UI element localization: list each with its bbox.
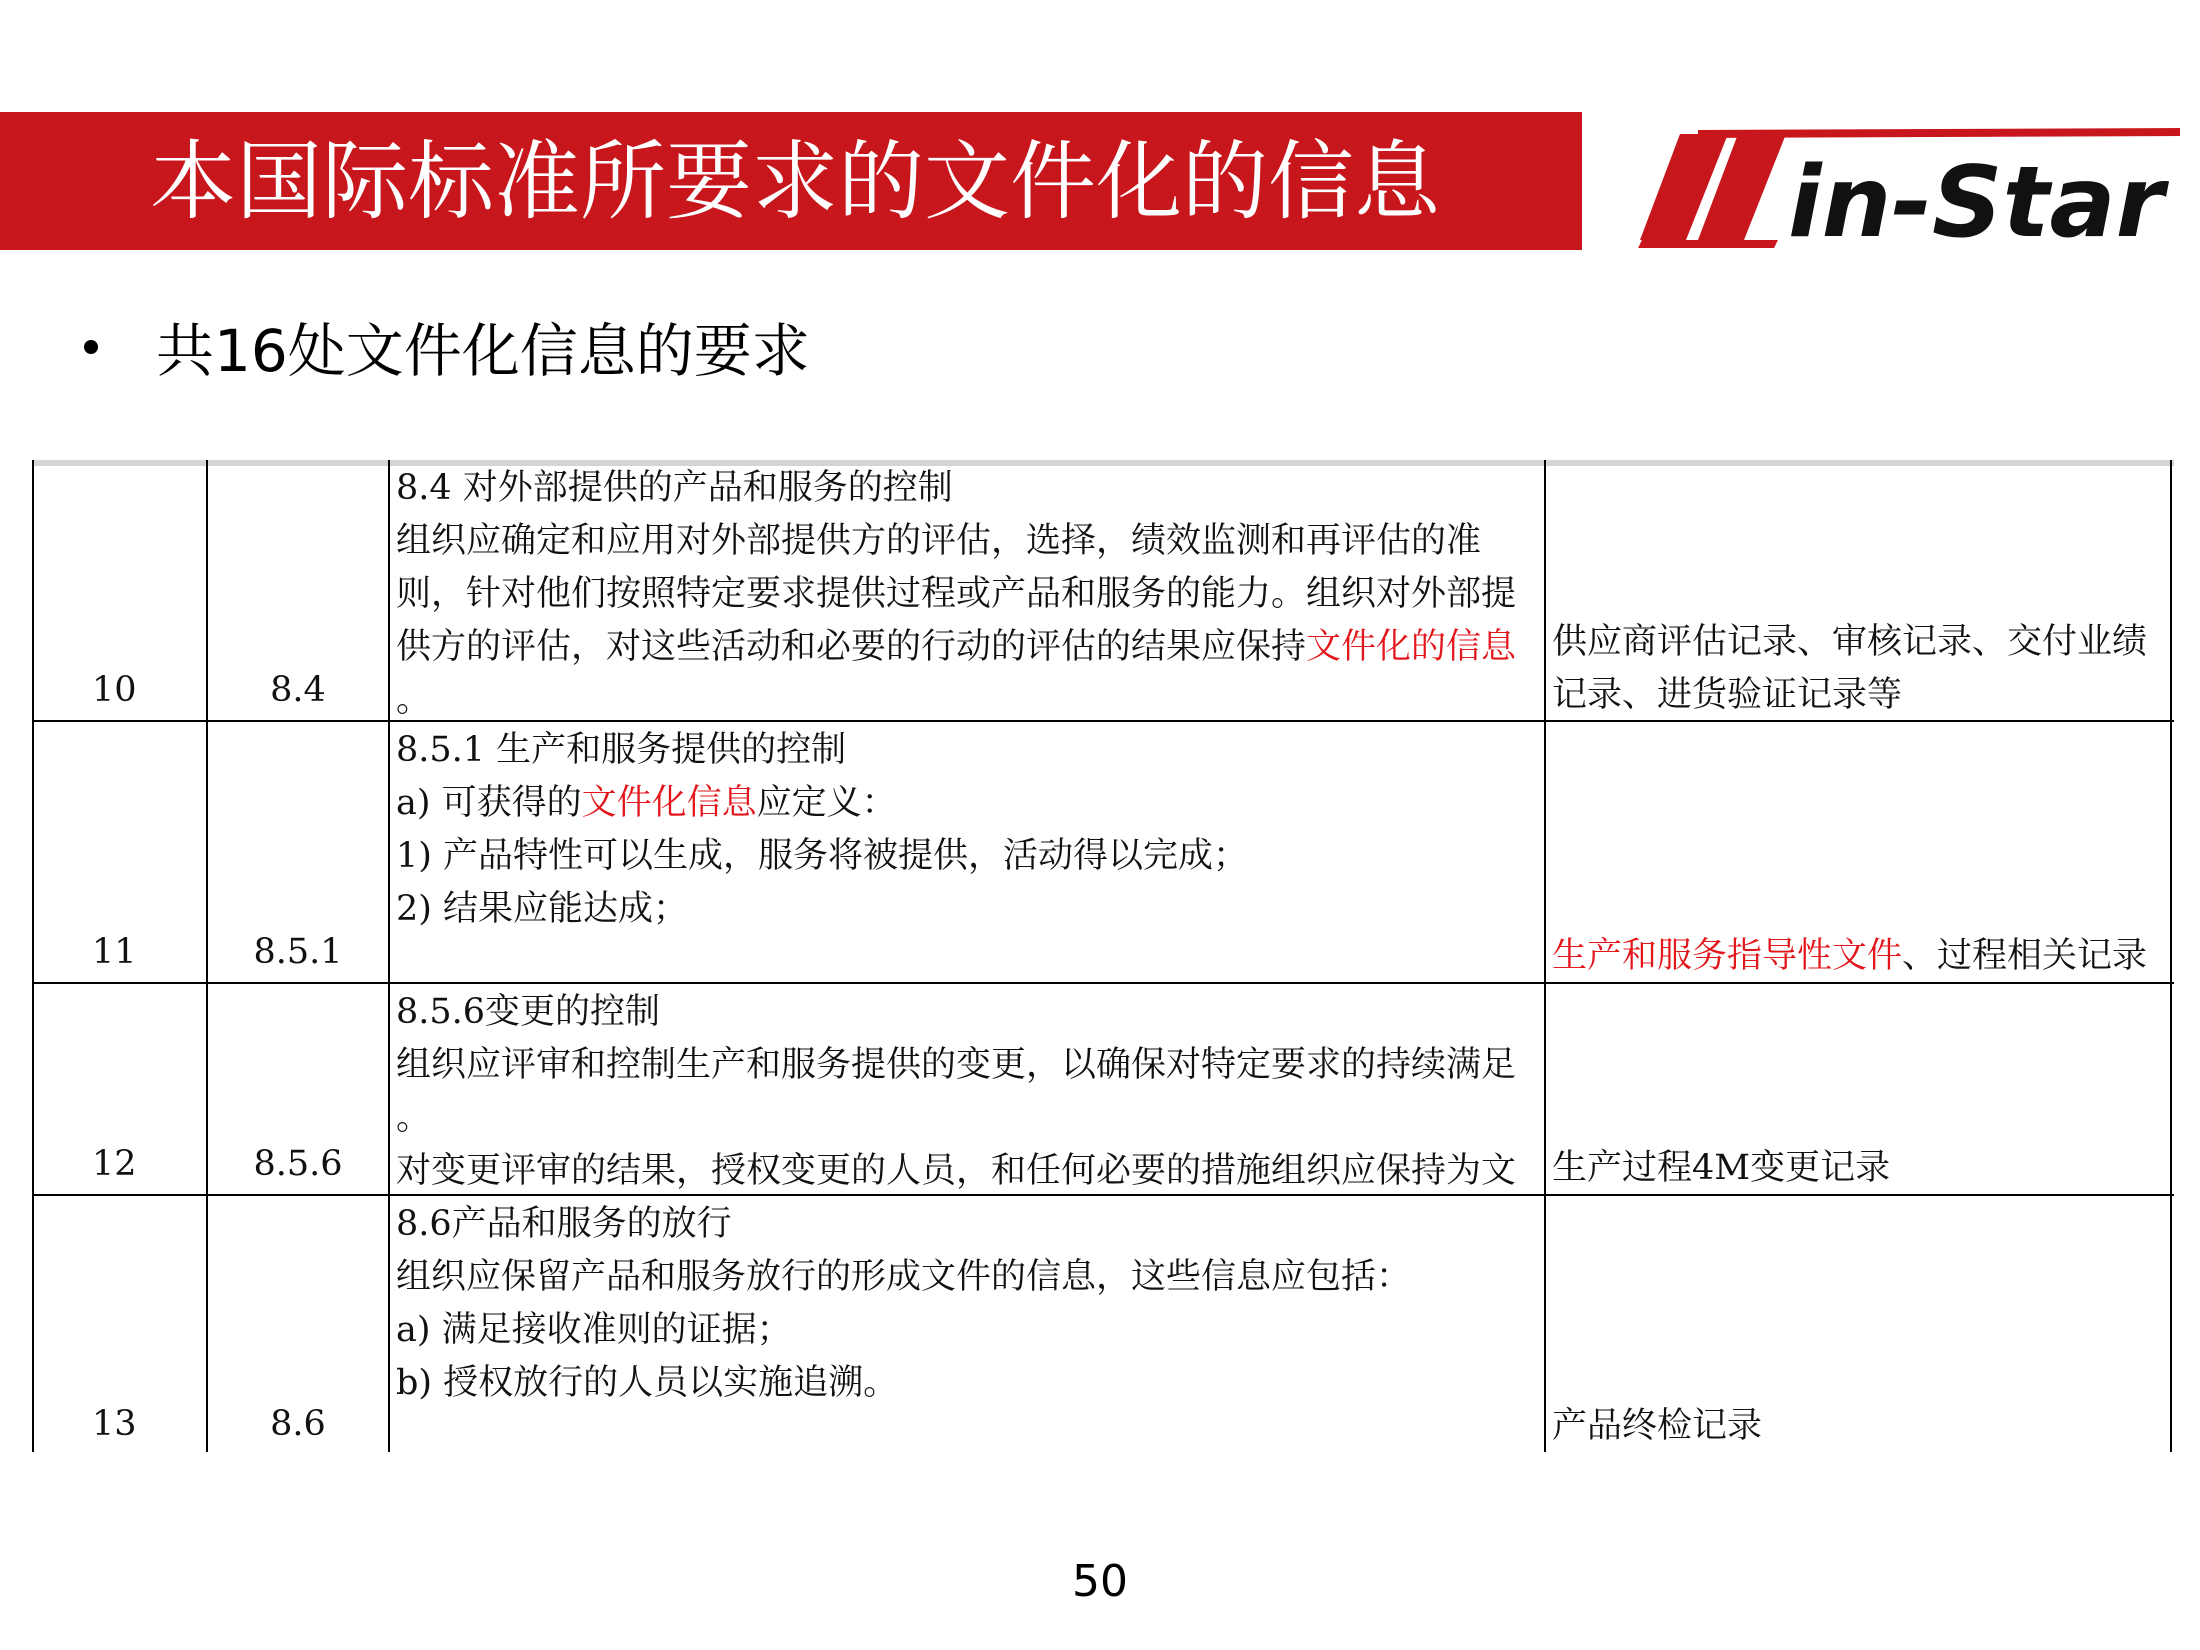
highlight-text: 生产和服务指导性文件 [1552, 936, 1903, 976]
row-number: 11 [92, 932, 137, 972]
highlight-text: 文件化信息 [581, 783, 757, 823]
bullet-dot [84, 340, 98, 354]
table-vline [1544, 460, 1546, 1452]
svg-text:in-Star: in-Star [1788, 146, 2164, 252]
requirement-text: 8.6产品和服务的放行 组织应保留产品和服务放行的形成文件的信息，这些信息应包括： a) 满足接收准则的证据； b) 授权放行的人员以实施追溯。 [396, 1204, 1412, 1403]
table-vline [32, 460, 34, 1452]
clause-number: 8.5.6 [253, 1144, 343, 1184]
documented-info-table [32, 460, 2174, 1452]
record-text: 产品终检记录 [1552, 1406, 1763, 1446]
win-star-logo [1628, 112, 2188, 252]
requirement-text: 8.4 对外部提供的产品和服务的控制 组织应确定和应用对外部提供方的评估，选择，绩效监测和再评估的准 则，针对他们按照特定要求提供过程或产品和服务的能力。组织对外部提 供方的评估，对这些活动和必要的行动的评估的结果应保持文件化的信息 。 [396, 468, 1517, 720]
record-text: 生产过程4M变更记录 [1552, 1148, 1891, 1188]
highlight-text: 文件化的信息 [1306, 627, 1517, 667]
slide-title: 本国际标准所要求的文件化的信息 [150, 132, 1440, 232]
clause-number: 8.6 [270, 1404, 326, 1444]
table-vline [388, 460, 390, 1452]
clause-number: 8.4 [270, 670, 326, 710]
page-number: 50 [1072, 1556, 1128, 1607]
requirement-text: 8.5.1 生产和服务提供的控制 a) 可获得的文件化信息应定义： 1) 产品特性可以生成，服务将被提供，活动得以完成； 2) 结果应能达成； [396, 730, 1249, 929]
requirement-text: 8.5.6变更的控制 组织应评审和控制生产和服务提供的变更，以确保对特定要求的持续满足 。 对变更评审的结果，授权变更的人员，和任何必要的措施组织应保持为文 [396, 992, 1517, 1191]
bullet-text: 共16处文件化信息的要求 [156, 317, 810, 385]
row-number: 10 [92, 670, 137, 710]
record-text: 生产和服务指导性文件、过程相关记录 [1552, 936, 2148, 976]
table-vline [2170, 460, 2172, 1452]
row-number: 12 [92, 1144, 137, 1184]
clause-number: 8.5.1 [253, 932, 343, 972]
row-number: 13 [92, 1404, 137, 1444]
record-text: 供应商评估记录、审核记录、交付业绩 记录、进货验证记录等 [1552, 622, 2148, 715]
